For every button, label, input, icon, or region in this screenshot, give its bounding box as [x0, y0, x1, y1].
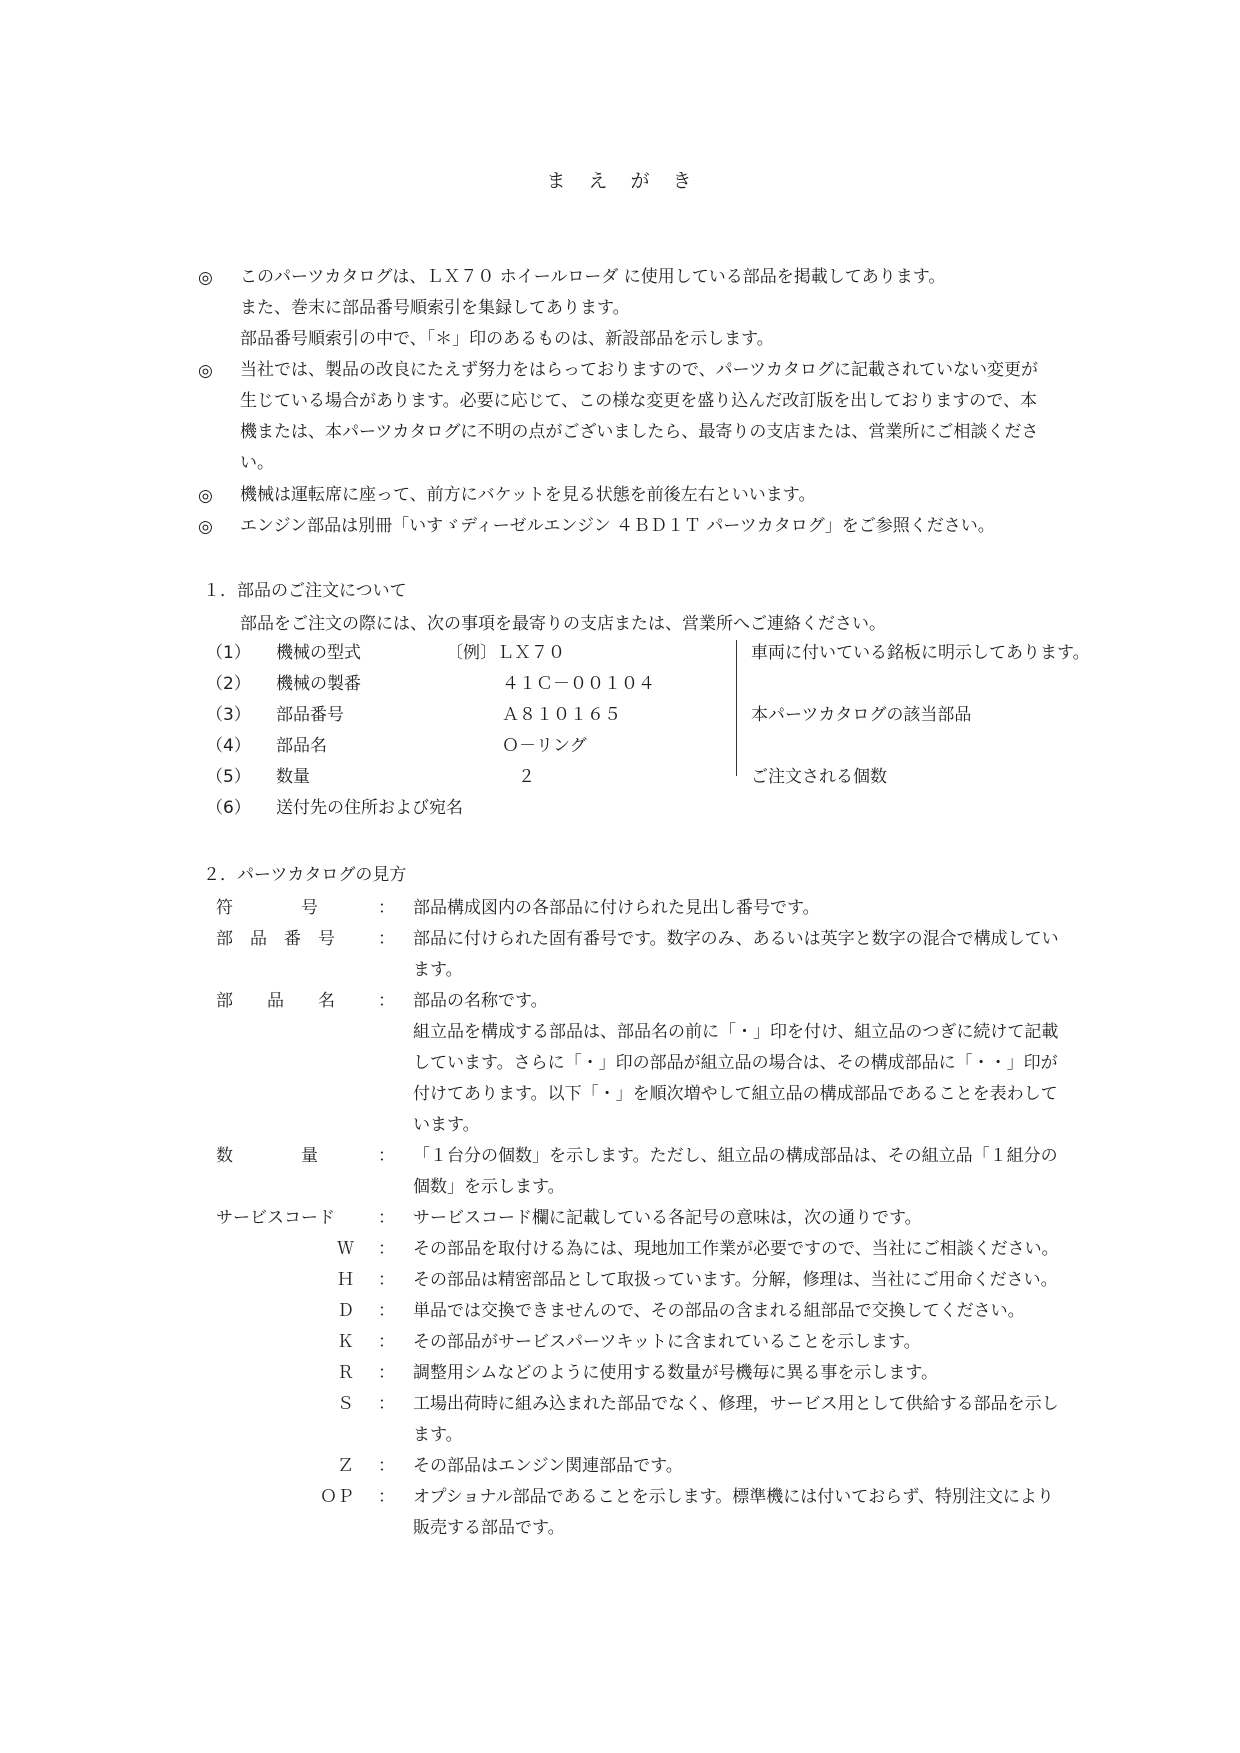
order-row — [206, 638, 1166, 668]
text-line: 当社では、製品の改良にたえず努力をはらっておりますので、パーツカタログに記載されていない変更が — [240, 360, 1038, 380]
intro-paragraph-1 — [240, 262, 945, 355]
order-value: Ｏ－リング — [502, 736, 587, 756]
text-line: 「１台分の個数」を示します。ただし、組立品の構成部品は、その組立品「１組分の — [413, 1146, 1058, 1166]
glossary-term: サービスコード — [216, 1208, 335, 1228]
colon: ： — [378, 1363, 395, 1383]
text-line: エンジン部品は別冊「いすゞディーゼルエンジン ４ＢＤ１Ｔ パーツカタログ」をご参照ください。 — [240, 516, 995, 536]
text-line: 調整用シムなどのように使用する数量が号機毎に異る事を示します。 — [413, 1363, 938, 1383]
order-number: （2） — [206, 674, 251, 694]
colon: ： — [378, 1146, 395, 1166]
bullet-icon: ◎ — [198, 361, 213, 381]
order-value: 〔例〕ＬＸ７０ — [446, 643, 565, 663]
glossary-desc — [413, 893, 1173, 924]
text-line: サービスコード欄に記載している各記号の意味は，次の通りです。 — [413, 1208, 922, 1228]
order-label: 部品番号 — [276, 705, 344, 725]
text-line: しています。さらに「・」印の部品が組立品の場合は、その構成部品に「・・」印が — [413, 1053, 1058, 1073]
colon: ： — [378, 1301, 395, 1321]
text-line: ます。 — [413, 1425, 463, 1445]
intro-paragraph-4 — [240, 511, 995, 542]
colon: ： — [378, 1394, 395, 1414]
service-code-desc — [413, 1327, 1173, 1358]
text-line: ます。 — [413, 960, 463, 980]
intro-paragraph-3 — [240, 480, 815, 511]
text-line: 部品番号順索引の中で、「＊」印のあるものは、新設部品を示します。 — [240, 329, 774, 349]
colon: ： — [378, 1239, 395, 1259]
text-line: 機または、本パーツカタログに不明の点がございましたら、最寄りの支店または、営業所にご相談くださ — [240, 422, 1039, 442]
glossary-term: 数 量 — [216, 1146, 318, 1166]
text-line: 生じている場合があります。必要に応じて、この様な変更を盛り込んだ改訂版を出しておりますので、本 — [240, 391, 1037, 411]
order-label: 機械の製番 — [276, 674, 361, 694]
intro-paragraph-2 — [240, 355, 1038, 479]
colon: ： — [378, 898, 395, 918]
order-number: （4） — [206, 736, 251, 756]
text-line: 部品構成図内の各部品に付けられた見出し番号です。 — [413, 898, 820, 918]
order-label: 数量 — [276, 767, 310, 787]
order-value: ４１Ｃ－００１０４ — [502, 674, 655, 694]
order-row — [206, 700, 1166, 730]
colon: ： — [378, 1332, 395, 1352]
service-code-desc — [413, 1389, 1173, 1451]
colon: ： — [378, 929, 395, 949]
service-code: Ｗ — [337, 1239, 354, 1259]
order-label: 部品名 — [276, 736, 327, 756]
text-line: 組立品を構成する部品は、部品名の前に「・」印を付け、組立品のつぎに続けて記載 — [413, 1022, 1059, 1042]
order-note: ご注文される個数 — [751, 767, 887, 787]
service-code-desc — [413, 1482, 1173, 1544]
service-code-desc — [413, 1296, 1173, 1327]
section-heading: ２．パーツカタログの見方 — [203, 865, 407, 885]
service-code: Ｄ — [337, 1301, 354, 1321]
order-number: （5） — [206, 767, 251, 787]
order-number: （1） — [206, 643, 251, 663]
bracket-divider — [726, 640, 737, 776]
colon: ： — [378, 1270, 395, 1290]
order-row — [206, 731, 1166, 761]
bullet-icon: ◎ — [198, 517, 213, 537]
glossary-term: 符 号 — [216, 898, 318, 918]
glossary-desc — [413, 986, 1173, 1141]
text-line: い。 — [240, 453, 274, 473]
order-number: （3） — [206, 705, 251, 725]
order-label: 送付先の住所および宛名 — [276, 798, 463, 818]
order-label: 機械の型式 — [276, 643, 361, 663]
text-line: その部品はエンジン関連部品です。 — [413, 1456, 683, 1476]
order-note: 車両に付いている銘板に明示してあります。 — [751, 643, 1090, 663]
service-code-desc — [413, 1451, 1173, 1482]
text-line: 部品の名称です。 — [413, 991, 548, 1011]
glossary-desc — [413, 1141, 1173, 1203]
glossary-desc — [413, 924, 1173, 986]
service-code: Ｚ — [337, 1456, 354, 1476]
text-line: 付けてあります。以下「・」を順次増やして組立品の構成部品であることを表わして — [413, 1084, 1058, 1104]
service-code: Ｋ — [337, 1332, 354, 1352]
order-number: （6） — [206, 798, 251, 818]
order-row — [206, 669, 1166, 699]
text-line: 単品では交換できませんので、その部品の含まれる組部品で交換してください。 — [413, 1301, 1025, 1321]
text-line: 販売する部品です。 — [413, 1518, 565, 1538]
text-line: その部品は精密部品として取扱っています。分解，修理は、当社にご用命ください。 — [413, 1270, 1058, 1290]
section-heading: １．部品のご注文について — [203, 581, 407, 601]
service-code: ＯＰ — [320, 1487, 354, 1507]
order-value: ２ — [518, 767, 535, 787]
text-line: 機械は運転席に座って、前方にバケットを見る状態を前後左右といいます。 — [240, 485, 816, 505]
order-row — [206, 793, 1166, 823]
colon: ： — [378, 991, 395, 1011]
text-line: 個数」を示します。 — [413, 1177, 565, 1197]
colon: ： — [378, 1487, 395, 1507]
order-note: 本パーツカタログの該当部品 — [751, 705, 972, 725]
glossary-term: 部 品 名 — [216, 991, 335, 1011]
text-line: 工場出荷時に組み込まれた部品でなく、修理，サービス用として供給する部品を示し — [413, 1394, 1059, 1414]
order-value: Ａ８１０１６５ — [502, 705, 621, 725]
colon: ： — [378, 1456, 395, 1476]
service-code: Ｈ — [337, 1270, 354, 1290]
glossary-term: 部 品 番 号 — [216, 929, 335, 949]
text-line: その部品を取付ける為には、現地加工作業が必要ですので、当社にご相談ください。 — [413, 1239, 1059, 1259]
service-code-desc — [413, 1358, 1173, 1389]
text-line: 部品に付けられた固有番号です。数字のみ、あるいは英字と数字の混合で構成してい — [413, 929, 1059, 949]
text-line: います。 — [413, 1115, 480, 1135]
service-code: Ｓ — [337, 1394, 354, 1414]
text-line: また、巻末に部品番号順索引を集録してあります。 — [240, 298, 630, 318]
section-lead: 部品をご注文の際には、次の事項を最寄りの支店または、営業所へご連絡ください。 — [240, 614, 886, 634]
text-line: オプショナル部品であることを示します。標準機には付いておらず、特別注文により — [413, 1487, 1054, 1507]
service-code: Ｒ — [337, 1363, 354, 1383]
text-line: このパーツカタログは、ＬＸ７０ ホイールローダ に使用している部品を掲載してあります。 — [240, 267, 946, 287]
service-code-desc — [413, 1265, 1173, 1296]
glossary-desc — [413, 1203, 1173, 1234]
service-code-desc — [413, 1234, 1173, 1265]
bullet-icon: ◎ — [198, 486, 213, 506]
colon: ： — [378, 1208, 395, 1228]
order-row — [206, 762, 1166, 792]
bullet-icon: ◎ — [198, 268, 213, 288]
text-line: その部品がサービスパーツキットに含まれていることを示します。 — [413, 1332, 921, 1352]
page-title: ま え が き — [546, 170, 694, 192]
